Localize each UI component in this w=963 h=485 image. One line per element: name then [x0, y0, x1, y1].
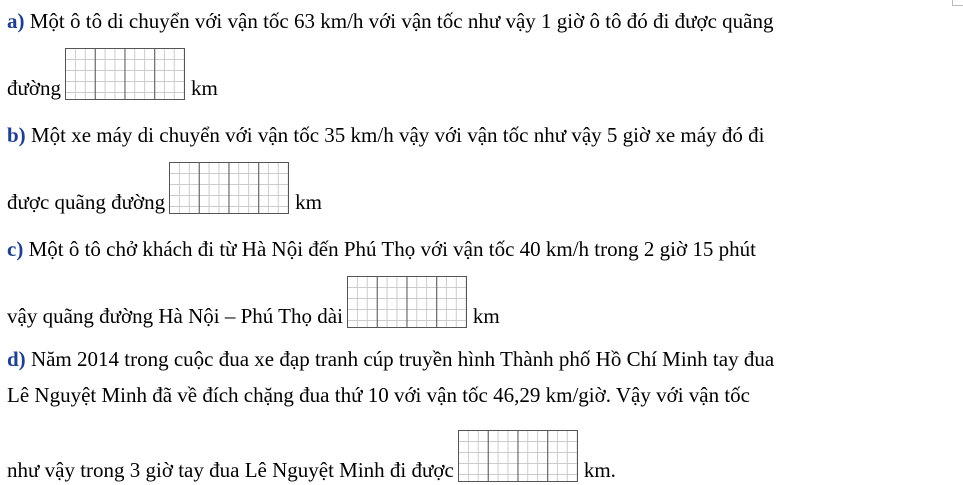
question-a-line-1: [7, 9, 774, 33]
question-b-line-1: [7, 123, 764, 147]
question-d-unit: km.: [583, 458, 616, 482]
question-c-unit: km: [472, 304, 500, 328]
question-d-label: d): [7, 347, 26, 371]
question-b-text: Một xe máy di chuyển với vận tốc 35 km/h vậy với vận tốc như vậy 5 giờ xe máy đó đi: [30, 123, 765, 147]
question-c-label: c): [7, 237, 24, 261]
page-corner-marker: [952, 0, 963, 6]
question-a-label: a): [7, 9, 25, 33]
question-c-line-2: [7, 276, 500, 328]
question-d-text-3: như vậy trong 3 giờ tay đua Lê Nguyệt Minh đi được: [7, 458, 454, 482]
question-d-text: Năm 2014 trong cuộc đua xe đạp tranh cúp truyền hình Thành phố Hồ Chí Minh tay đua: [30, 347, 775, 371]
question-c-line-1: [7, 237, 756, 261]
answer-box-a[interactable]: [65, 48, 185, 100]
question-b-label: b): [7, 123, 26, 147]
question-b-text-2: được quãng đường: [7, 190, 166, 214]
question-d-line-1: [7, 347, 774, 371]
question-d-line-3: [7, 430, 616, 482]
question-a-text: Một ô tô di chuyển với vận tốc 63 km/h với vận tốc như vậy 1 giờ ô tô đó đi được quãng: [29, 9, 774, 33]
question-d-text-2: Lê Nguyệt Minh đã về đích chặng đua thứ 10 với vận tốc 46,29 km/giờ. Vậy với vận tốc: [7, 383, 750, 407]
question-d-line-2: [7, 383, 750, 407]
question-b-unit: km: [295, 190, 322, 214]
question-a-text-2: đường: [7, 76, 61, 100]
question-c-text-2: vậy quãng đường Hà Nội – Phú Thọ dài: [7, 304, 343, 328]
question-c-text: Một ô tô chở khách đi từ Hà Nội đến Phú Thọ với vận tốc 40 km/h trong 2 giờ 15 phút: [28, 237, 756, 261]
question-b-line-2: [7, 162, 322, 214]
answer-box-d[interactable]: [458, 430, 578, 482]
answer-box-b[interactable]: [169, 162, 289, 214]
question-a-line-2: [7, 48, 218, 100]
question-a-unit: km: [191, 76, 218, 100]
answer-box-c[interactable]: [347, 276, 467, 328]
